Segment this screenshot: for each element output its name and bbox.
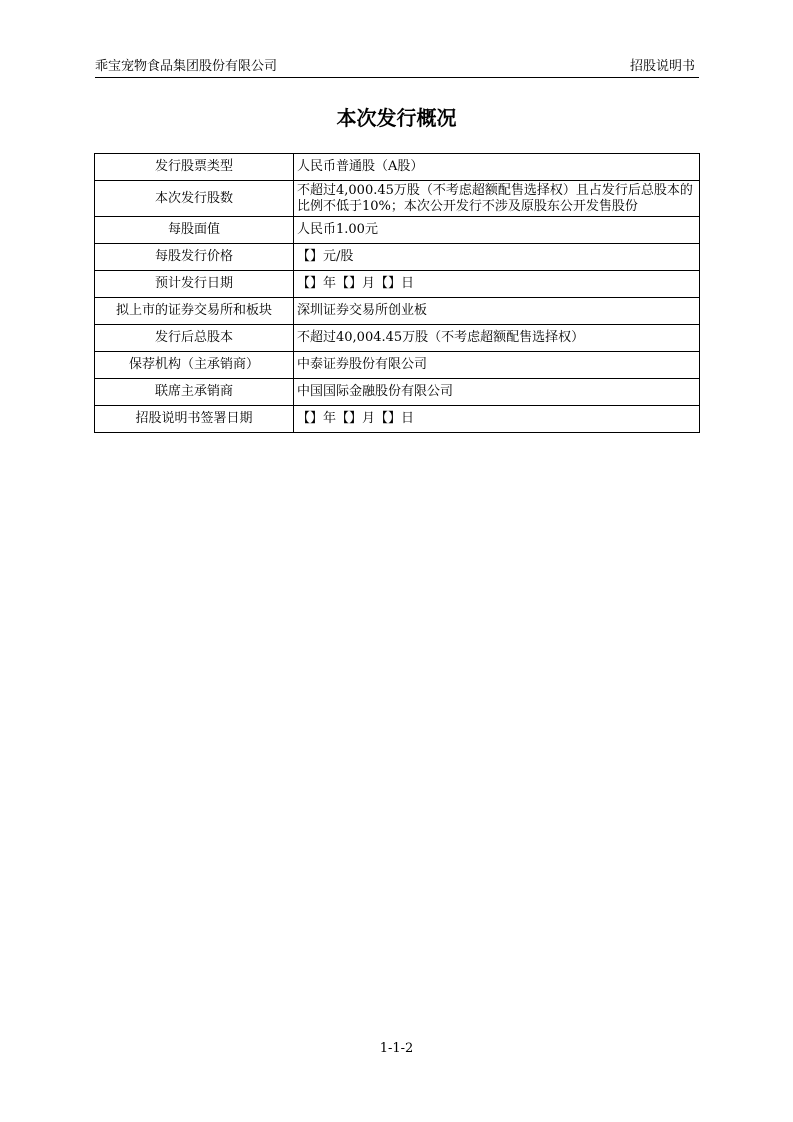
row-label: 发行股票类型 [95, 154, 294, 181]
row-label: 预计发行日期 [95, 271, 294, 298]
row-label: 每股发行价格 [95, 244, 294, 271]
row-label: 本次发行股数 [95, 181, 294, 217]
row-value: 人民币1.00元 [294, 217, 700, 244]
row-label: 联席主承销商 [95, 379, 294, 406]
row-value: 不超过40,004.45万股（不考虑超额配售选择权） [294, 325, 700, 352]
table-row [95, 154, 700, 181]
page-title: 本次发行概况 [336, 106, 457, 130]
table-row [95, 406, 700, 433]
table-row [95, 325, 700, 352]
table-row [95, 244, 700, 271]
table-row [95, 298, 700, 325]
row-label: 拟上市的证券交易所和板块 [95, 298, 294, 325]
issuance-overview-table [94, 153, 700, 433]
row-value: 深圳证券交易所创业板 [294, 298, 700, 325]
row-value: 不超过4,000.45万股（不考虑超额配售选择权）且占发行后总股本的比例不低于10%；本次公开发行不涉及原股东公开发售股份 [294, 181, 700, 217]
row-label: 发行后总股本 [95, 325, 294, 352]
table-row [95, 217, 700, 244]
header-company-name: 乖宝宠物食品集团股份有限公司 [95, 59, 278, 74]
table-row [95, 352, 700, 379]
row-label: 招股说明书签署日期 [95, 406, 294, 433]
row-value: 【】年【】月【】日 [294, 271, 700, 298]
row-label: 每股面值 [95, 217, 294, 244]
row-value: 中泰证券股份有限公司 [294, 352, 700, 379]
row-value: 【】年【】月【】日 [294, 406, 700, 433]
table-row [95, 181, 700, 217]
row-value: 人民币普通股（A股） [294, 154, 700, 181]
row-label: 保荐机构（主承销商） [95, 352, 294, 379]
table-row [95, 379, 700, 406]
table-row [95, 271, 700, 298]
header-document-type: 招股说明书 [629, 59, 695, 74]
row-value: 【】元/股 [294, 244, 700, 271]
page-header [95, 57, 699, 77]
row-value: 中国国际金融股份有限公司 [294, 379, 700, 406]
page-number: 1-1-2 [379, 1041, 414, 1056]
header-divider [95, 77, 699, 78]
